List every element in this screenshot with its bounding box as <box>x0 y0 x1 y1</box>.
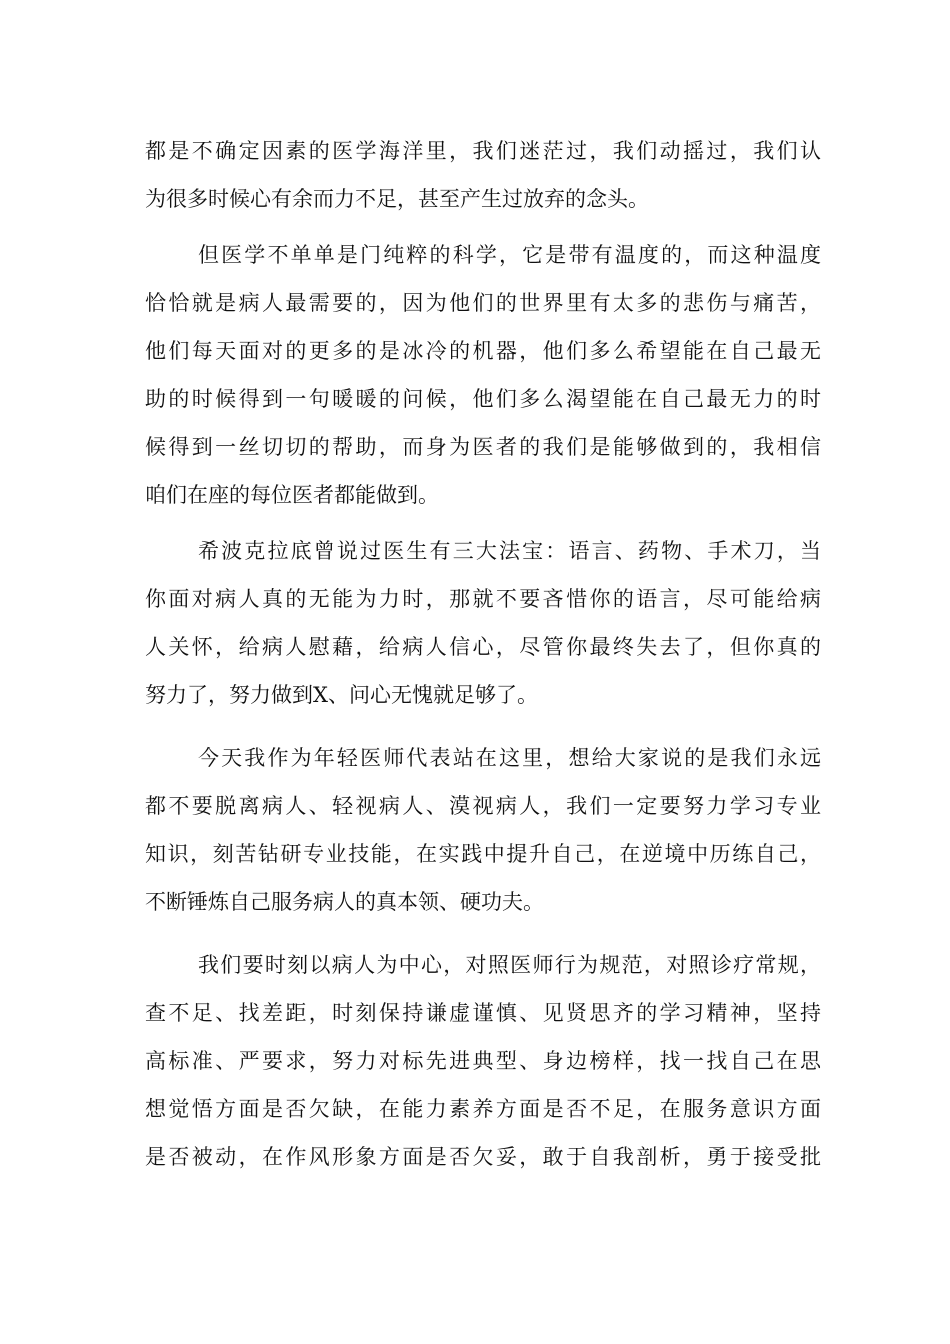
paragraph-3-line-1: 希波克拉底曾说过医生有三大法宝：语言、药物、手术刀，当 <box>198 539 821 563</box>
paragraph-3-line-4: 努力了，努力做到X、问心无愧就足够了。 <box>145 683 538 707</box>
paragraph-3-line-2: 你面对病人真的无能为力时，那就不要吝惜你的语言，尽可能给病 <box>145 587 821 611</box>
paragraph-2-line-3: 他们每天面对的更多的是冰冷的机器，他们多么希望能在自己最无 <box>145 339 821 363</box>
paragraph-5-line-2: 查不足、找差距，时刻保持谦虚谨慎、见贤思齐的学习精神，坚持 <box>145 1001 821 1025</box>
paragraph-5-line-4: 想觉悟方面是否欠缺，在能力素养方面是否不足，在服务意识方面 <box>145 1097 821 1121</box>
paragraph-1-line-2: 为很多时候心有余而力不足，甚至产生过放弃的念头。 <box>145 187 649 211</box>
paragraph-2-line-5: 候得到一丝切切的帮助，而身为医者的我们是能够做到的，我相信 <box>145 435 821 459</box>
paragraph-1-line-1: 都是不确定因素的医学海洋里，我们迷茫过，我们动摇过，我们认 <box>145 139 821 163</box>
paragraph-5-line-3: 高标准、严要求，努力对标先进典型、身边榜样，找一找自己在思 <box>145 1049 821 1073</box>
paragraph-5-line-5: 是否被动，在作风形象方面是否欠妥，敢于自我剖析，勇于接受批 <box>145 1145 821 1169</box>
paragraph-4-line-4: 不断锤炼自己服务病人的真本领、硬功夫。 <box>145 890 544 914</box>
paragraph-2-line-2: 恰恰就是病人最需要的，因为他们的世界里有太多的悲伤与痛苦， <box>145 291 821 315</box>
paragraph-4-line-1: 今天我作为年轻医师代表站在这里，想给大家说的是我们永远 <box>198 746 821 770</box>
paragraph-2-line-6: 咱们在座的每位医者都能做到。 <box>145 483 439 507</box>
paragraph-2-line-4: 助的时候得到一句暖暖的问候，他们多么渴望能在自己最无力的时 <box>145 387 821 411</box>
paragraph-4-line-3: 知识，刻苦钻研专业技能，在实践中提升自己，在逆境中历练自己， <box>145 842 821 866</box>
paragraph-3-line-3: 人关怀，给病人慰藉，给病人信心，尽管你最终失去了，但你真的 <box>145 635 821 659</box>
paragraph-4-line-2: 都不要脱离病人、轻视病人、漠视病人，我们一定要努力学习专业 <box>145 794 821 818</box>
paragraph-5-line-1: 我们要时刻以病人为中心，对照医师行为规范，对照诊疗常规， <box>198 953 821 977</box>
paragraph-2-line-1: 但医学不单单是门纯粹的科学，它是带有温度的，而这种温度 <box>198 243 821 267</box>
